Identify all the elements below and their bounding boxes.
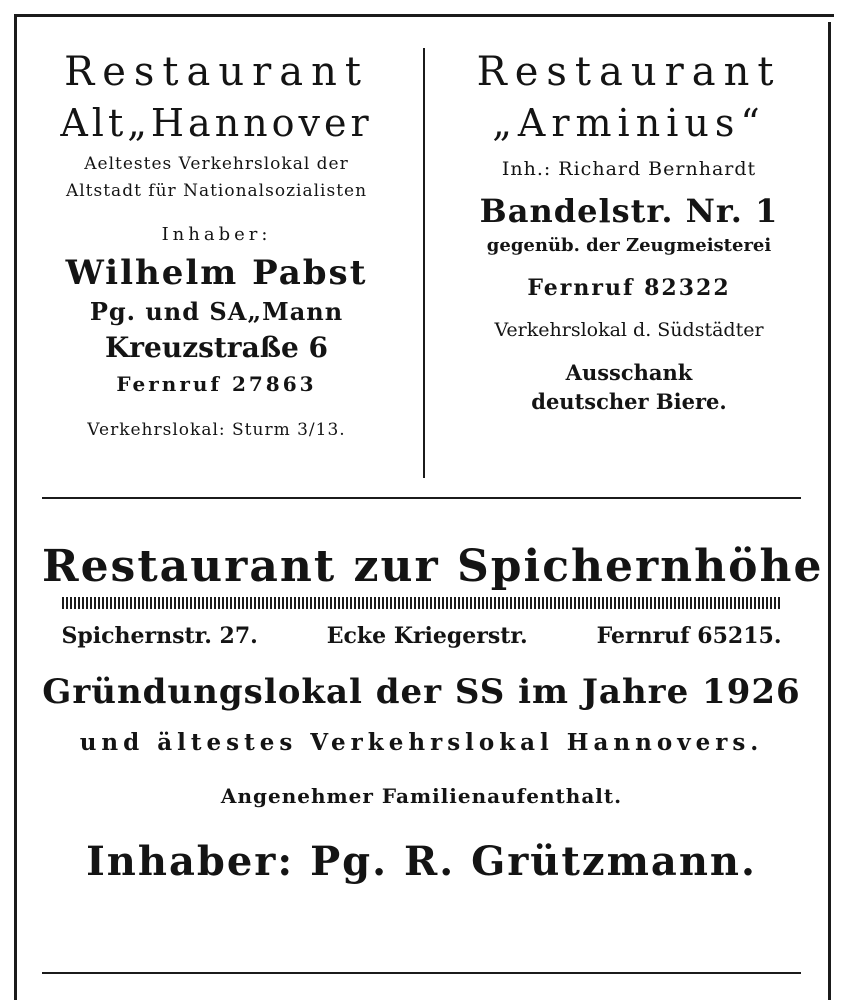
dotted-underline [62, 597, 782, 609]
phone-number: Fernruf 27863 [116, 372, 317, 396]
owner-label: Inhaber: [161, 224, 272, 245]
ad-title: Restaurant zur Spichernhöhe [42, 541, 824, 592]
ad-title-line2: Alt„Hannover [60, 101, 373, 145]
street-address: Kreuzstraße 6 [104, 331, 329, 364]
frame-left-border [14, 14, 17, 1000]
ad-alt-hannover [34, 42, 399, 439]
ad-description-line2: Altstadt für Nationalsozialisten [65, 181, 368, 201]
location-note: gegenüb. der Zeugmeisterei [486, 235, 772, 256]
owner-role: Pg. und SA„Mann [89, 297, 344, 326]
corner-note: Ecke Kriegerstr. [326, 623, 528, 649]
ad-title-line1: Restaurant [476, 49, 782, 95]
ausschank-line1: Ausschank [565, 360, 693, 385]
frame-right-border [828, 22, 831, 1000]
ausschank-line2: deutscher Biere. [531, 389, 727, 414]
phone-number: Fernruf 82322 [527, 275, 731, 301]
horizontal-divider [42, 497, 801, 499]
verkehrslokal-note: Verkehrslokal: Sturm 3/13. [87, 420, 346, 440]
pleasant-note: Angenehmer Familienaufenthalt. [220, 784, 623, 808]
founding-note: Gründungslokal der SS im Jahre 1926 [42, 672, 801, 712]
oldest-note: und ältestes Verkehrslokal Hannovers. [79, 729, 764, 756]
vertical-divider [423, 48, 425, 478]
owner-name: Inh.: Richard Bernhardt [501, 158, 757, 180]
street-address: Spichernstr. 27. [61, 623, 258, 649]
bottom-rule [42, 972, 801, 974]
owner-name: Inhaber: Pg. R. Grützmann. [86, 838, 757, 885]
frame-top-border [14, 14, 834, 17]
ad-title-line1: Restaurant [64, 49, 369, 95]
phone-number: Fernruf 65215. [596, 623, 782, 649]
address-row [62, 623, 782, 649]
street-address: Bandelstr. Nr. 1 [479, 192, 779, 230]
ad-spichernhoehe [42, 541, 824, 885]
owner-name: Wilhelm Pabst [65, 253, 368, 293]
ad-description-line1: Aeltestes Verkehrslokal der [84, 154, 349, 174]
ad-arminius [444, 42, 814, 412]
verkehrslokal-note: Verkehrslokal d. Südstädter [494, 319, 764, 341]
ad-title-line2: „Arminius“ [492, 101, 766, 145]
